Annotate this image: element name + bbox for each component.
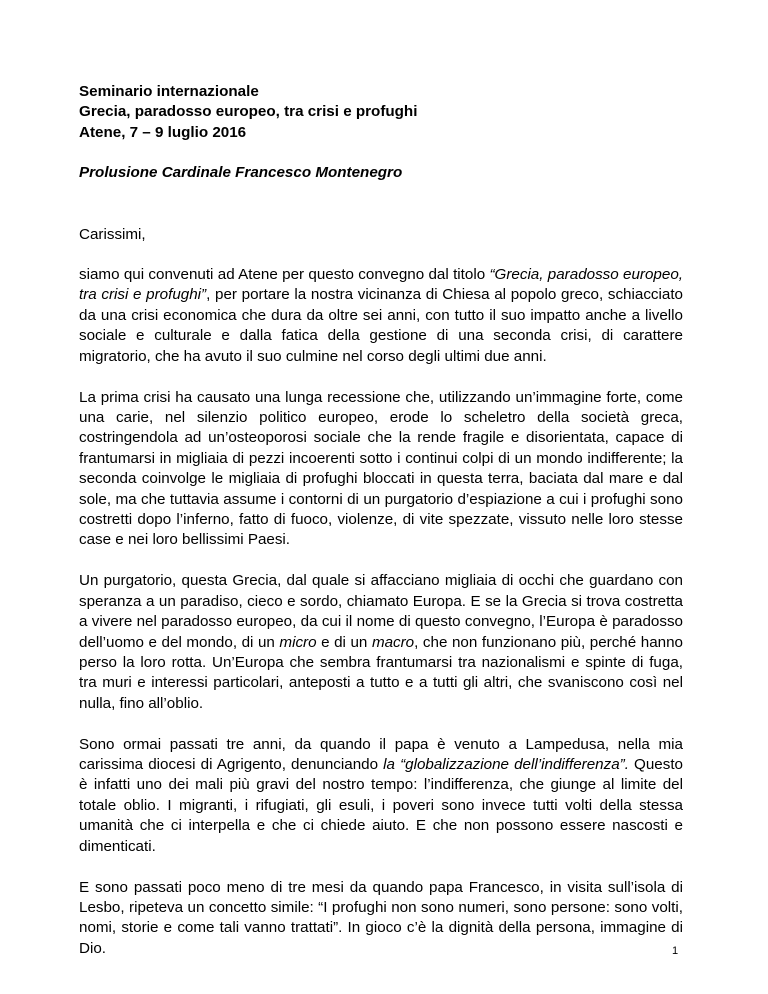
speech-title: Prolusione Cardinale Francesco Montenegro: [79, 164, 403, 182]
paragraph-1-quote: “Grecia, paradosso europeo, tra crisi e profughi”: [79, 266, 683, 304]
paragraph-3: [79, 571, 683, 714]
document-body: [79, 82, 683, 980]
paragraph-3-text-e: , che non funzionano più, perché hanno perso la loro rotta. Un’Europa che sembra frantumarsi tra nazionalismi e spinte di fuga, tra muri e interessi particolari, anteposti a tutto e a tutti gli altri, che svaniscono così nel nulla, fino all’oblio.: [79, 633, 683, 712]
paragraph-4-quote: la “globalizzazione dell’indifferenza”.: [383, 756, 629, 774]
paragraph-4-text-c: Questo è infatti uno dei mali più gravi del nostro tempo: l’indifferenza, che giunge al limite del totale oblio. I migranti, i rifugiati, gli esuli, i poveri sono invece tutti volti della stessa umanità che ci interpella e che ci chiede aiuto. E che non possono essere nascosti e dimenticati.: [79, 756, 683, 855]
paragraph-3-text-c: e di un: [316, 633, 372, 651]
paragraph-3-text-a: Un purgatorio, questa Grecia, dal quale si affacciano migliaia di occhi che guardano con speranza a un paradiso, cieco e sordo, chiamato Europa. E se la Grecia si trova costretta a vivere nel paradosso europeo, da cui il nome di questo convegno, l’Europa è paradosso dell’uomo e del mondo, di un: [79, 572, 683, 651]
page-number: 1: [672, 945, 679, 957]
paragraph-3-macro: macro: [371, 633, 415, 651]
paragraph-4: [79, 735, 683, 857]
seminar-type: Seminario internazionale: [79, 83, 259, 100]
seminar-title: Grecia, paradosso europeo, tra crisi e profughi: [79, 103, 418, 121]
paragraph-1: [79, 265, 683, 367]
paragraph-2: La prima crisi ha causato una lunga recessione che, utilizzando un’immagine forte, come una carie, nel silenzio politico europeo, erode lo scheletro della società greca, costringendola ad un’osteoporosi sociale che la rende fragile e disorientata, capace di frantumarsi in migliaia di pezzi incoerenti sotto i continui colpi di un mondo indifferente; la seconda coinvolge le migliaia di profughi bloccati in questa terra, baciata dal mare e dal sole, ma che tuttavia assume i contorni di un purgatorio d’espiazione a cui i profughi sono costretti dopo l’inferno, fatto di fuoco, violenze, di vite spezzate, vissuto nelle loro stesse case e nei loro bellissimi Paesi.: [79, 388, 683, 549]
seminar-header: [79, 82, 683, 143]
seminar-place-date: Atene, 7 – 9 luglio 2016: [79, 123, 247, 141]
greeting: Carissimi,: [79, 225, 146, 243]
paragraph-4-text-a: Sono ormai passati tre anni, da quando il papa è venuto a Lampedusa, nella mia carissima diocesi di Agrigento, denunciando: [79, 735, 683, 774]
paragraph-1-text-a: siamo qui convenuti ad Atene per questo convegno dal titolo: [79, 266, 490, 284]
paragraph-1-text-c: , per portare la nostra vicinanza di Chiesa al popolo greco, schiacciato da una crisi economica che dura da oltre sei anni, con tutto il suo impatto anche a livello sociale e culturale e dalla fatica della gestione di una seconda crisi, di carattere migratorio, che ha avuto il suo culmine nel corso degli ultimi due anni.: [79, 286, 684, 365]
paragraph-3-micro: micro: [279, 633, 317, 651]
paragraph-5: E sono passati poco meno di tre mesi da quando papa Francesco, in visita sull’isola di Lesbo, ripeteva un concetto simile: “I profughi non sono numeri, sono persone: sono volti, nomi, storie e come tali vanno trattati”. In gioco c’è la dignità della persona, immagine di Dio.: [79, 878, 683, 957]
